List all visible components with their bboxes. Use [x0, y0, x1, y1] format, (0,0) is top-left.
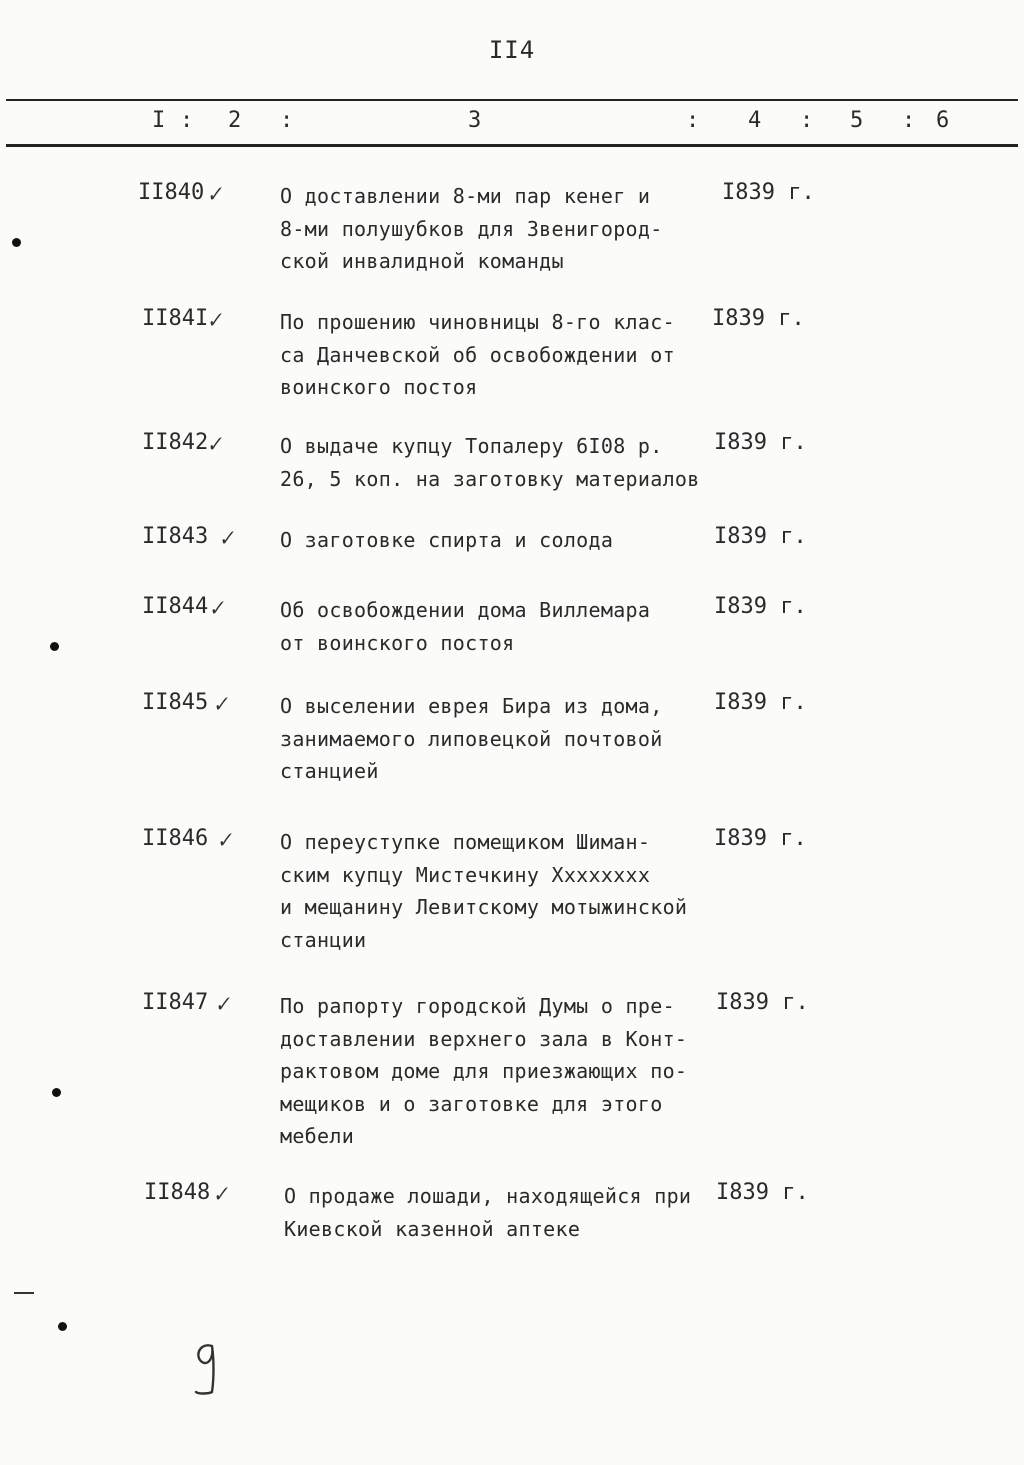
description-line: О заготовке спирта и солода — [280, 528, 614, 552]
description-line: По рапорту городской Думы о пре- — [280, 994, 675, 1018]
entry-number: II844 — [142, 594, 209, 619]
punch-hole-mark — [58, 1322, 67, 1331]
description-line: занимаемого липовецкой почтовой — [280, 726, 663, 751]
checkmark-icon: ✓ — [210, 690, 231, 718]
checkmark-icon: ✓ — [206, 594, 227, 622]
description-line: О переуступке помещиком Шиман- — [280, 830, 651, 854]
description-line: 26, 5 коп. на заготовку материалов — [280, 466, 700, 491]
checkmark-icon: ✓ — [216, 524, 237, 552]
entry-number: II847 — [142, 990, 209, 1015]
description-line: ским купцу Мистечкину Хххххххх — [280, 862, 651, 887]
checkmark-icon: ✓ — [204, 430, 225, 458]
checkmark-icon: ✓ — [212, 990, 233, 1018]
entry-description — [280, 180, 720, 278]
entry-description — [280, 990, 720, 1153]
header-top-rule — [6, 99, 1018, 101]
entry-year: I839 г. — [716, 990, 809, 1015]
entry-year: I839 г. — [714, 430, 807, 455]
description-line: воинского постоя — [280, 375, 478, 399]
col-header-sep: : — [800, 108, 814, 133]
col-header-sep: : — [686, 108, 700, 133]
entry-number: II840 — [138, 180, 205, 205]
col-header-1: I — [152, 108, 166, 133]
entry-number: II846 — [142, 826, 209, 851]
entry-description — [280, 430, 720, 495]
col-header-5: 5 — [850, 108, 864, 133]
description-line: По прошению чиновницы 8-го клас- — [280, 310, 675, 334]
description-line: станцией — [280, 759, 379, 783]
description-line: 8-ми полушубков для Звенигород- — [280, 216, 663, 241]
description-line: ской инвалидной команды — [280, 249, 564, 273]
description-line: мещиков и о заготовке для этого — [280, 1091, 663, 1116]
description-line: рактовом доме для приезжающих по- — [280, 1059, 688, 1083]
description-line: О доставлении 8-ми пар кенег и — [280, 184, 651, 208]
entry-number: II843 — [142, 524, 209, 549]
col-header-sep: : — [902, 108, 916, 133]
punch-hole-mark — [12, 238, 21, 247]
entry-description — [280, 306, 720, 404]
description-line: са Данчевской об освобождении от — [280, 342, 675, 367]
checkmark-icon: ✓ — [210, 1180, 231, 1208]
col-header-4: 4 — [748, 108, 762, 133]
col-header-3: 3 — [468, 108, 482, 133]
entry-year: I839 г. — [714, 524, 807, 549]
description-line: от воинского постоя — [280, 630, 515, 655]
page-number: II4 — [488, 36, 536, 64]
description-line: О выдаче купцу Топалеру 6I08 р. — [280, 434, 663, 458]
description-line: станции — [280, 927, 367, 952]
col-header-sep: : — [180, 108, 194, 133]
col-header-6: 6 — [936, 108, 950, 133]
entry-number: II845 — [142, 690, 209, 715]
entry-number: II848 — [144, 1180, 211, 1205]
description-line: и мещанину Левитскому мотыжинской — [280, 895, 688, 919]
checkmark-icon: ✓ — [204, 306, 225, 334]
checkmark-icon: ✓ — [204, 180, 225, 208]
punch-hole-mark — [52, 1088, 61, 1097]
entry-description — [284, 1180, 724, 1245]
entry-number: II84I — [142, 306, 209, 331]
entry-number: II842 — [142, 430, 209, 455]
description-line: доставлении верхнего зала в Конт- — [280, 1026, 688, 1051]
checkmark-icon: ✓ — [214, 826, 235, 854]
description-line: О выселении еврея Бира из дома, — [280, 694, 663, 718]
punch-hole-mark — [50, 642, 59, 651]
margin-dash — [14, 1292, 34, 1294]
col-header-2: 2 — [228, 108, 242, 133]
description-line: мебели — [280, 1124, 355, 1148]
entry-description — [280, 826, 720, 956]
entry-year: I839 г. — [722, 180, 815, 205]
entry-year: I839 г. — [714, 594, 807, 619]
handwritten-nine-mark — [188, 1338, 228, 1402]
description-line: Об освобождении дома Виллемара — [280, 598, 651, 622]
entry-description — [280, 524, 720, 557]
entry-year: I839 г. — [714, 826, 807, 851]
header-bottom-rule — [6, 144, 1018, 147]
entry-year: I839 г. — [712, 306, 805, 331]
description-line: О продаже лошади, находящейся при — [284, 1184, 692, 1208]
entry-year: I839 г. — [714, 690, 807, 715]
entry-description — [280, 594, 720, 659]
col-header-sep: : — [280, 108, 294, 133]
entry-year: I839 г. — [716, 1180, 809, 1205]
entry-description — [280, 690, 720, 788]
description-line: Киевской казенной аптеке — [284, 1216, 581, 1241]
